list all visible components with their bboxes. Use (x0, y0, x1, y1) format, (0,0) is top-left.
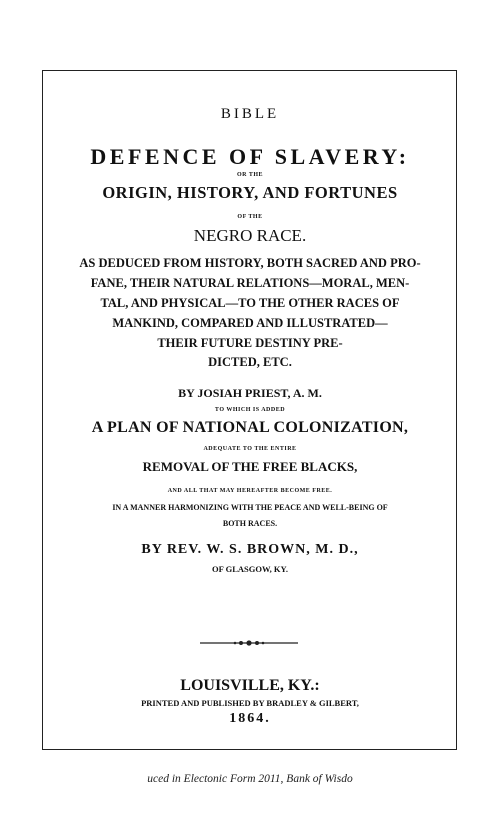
manner-line: IN A MANNER HARMONIZING WITH THE PEACE AND WELL-BEING OF (112, 503, 388, 512)
ornamental-divider (200, 638, 298, 648)
title-bible: BIBLE (220, 106, 280, 122)
title-negro-race: NEGRO RACE. (193, 226, 307, 245)
removal-line: REMOVAL OF THE FREE BLACKS, (142, 459, 358, 474)
rev-brown-line: BY REV. W. S. BROWN, M. D., (141, 542, 359, 557)
of-the-label: OF THE (237, 214, 263, 220)
deduced-line-2: FANE, THEIR NATURAL RELATIONS—MORAL, MEN- (90, 276, 410, 290)
title-origin-history: ORIGIN, HISTORY, AND FORTUNES (102, 183, 398, 202)
plan-of-colonization: A PLAN OF NATIONAL COLONIZATION, (91, 419, 409, 436)
deduced-line-1: AS DEDUCED FROM HISTORY, BOTH SACRED AND PRO- (79, 256, 421, 270)
digitization-footer: uced in Electonic Form 2011, Bank of Wisdo (147, 773, 353, 785)
and-all-line: AND ALL THAT MAY HEREAFTER BECOME FREE. (167, 488, 333, 494)
deduced-line-4: MANKIND, COMPARED AND ILLUSTRATED— (112, 316, 388, 330)
author-line: BY JOSIAH PRIEST, A. M. (178, 386, 322, 400)
or-the-label: OR THE (236, 172, 264, 178)
both-races-line: BOTH RACES. (222, 519, 278, 528)
deduced-line-6: DICTED, ETC. (208, 355, 292, 369)
year-line: 1864. (229, 711, 271, 726)
deduced-line-5: THEIR FUTURE DESTINY PRE- (157, 336, 343, 350)
glasgow-line: OF GLASGOW, KY. (211, 564, 289, 574)
to-which-is-added: TO WHICH IS ADDED (214, 407, 286, 413)
title-defence-of-slavery: DEFENCE OF SLAVERY: (90, 144, 410, 169)
adequate-line: ADEQUATE TO THE ENTIRE (203, 446, 297, 452)
deduced-line-3: TAL, AND PHYSICAL—TO THE OTHER RACES OF (100, 296, 400, 310)
place-line: LOUISVILLE, KY.: (180, 677, 320, 694)
printer-line: PRINTED AND PUBLISHED BY BRADLEY & GILBERT, (141, 698, 359, 708)
